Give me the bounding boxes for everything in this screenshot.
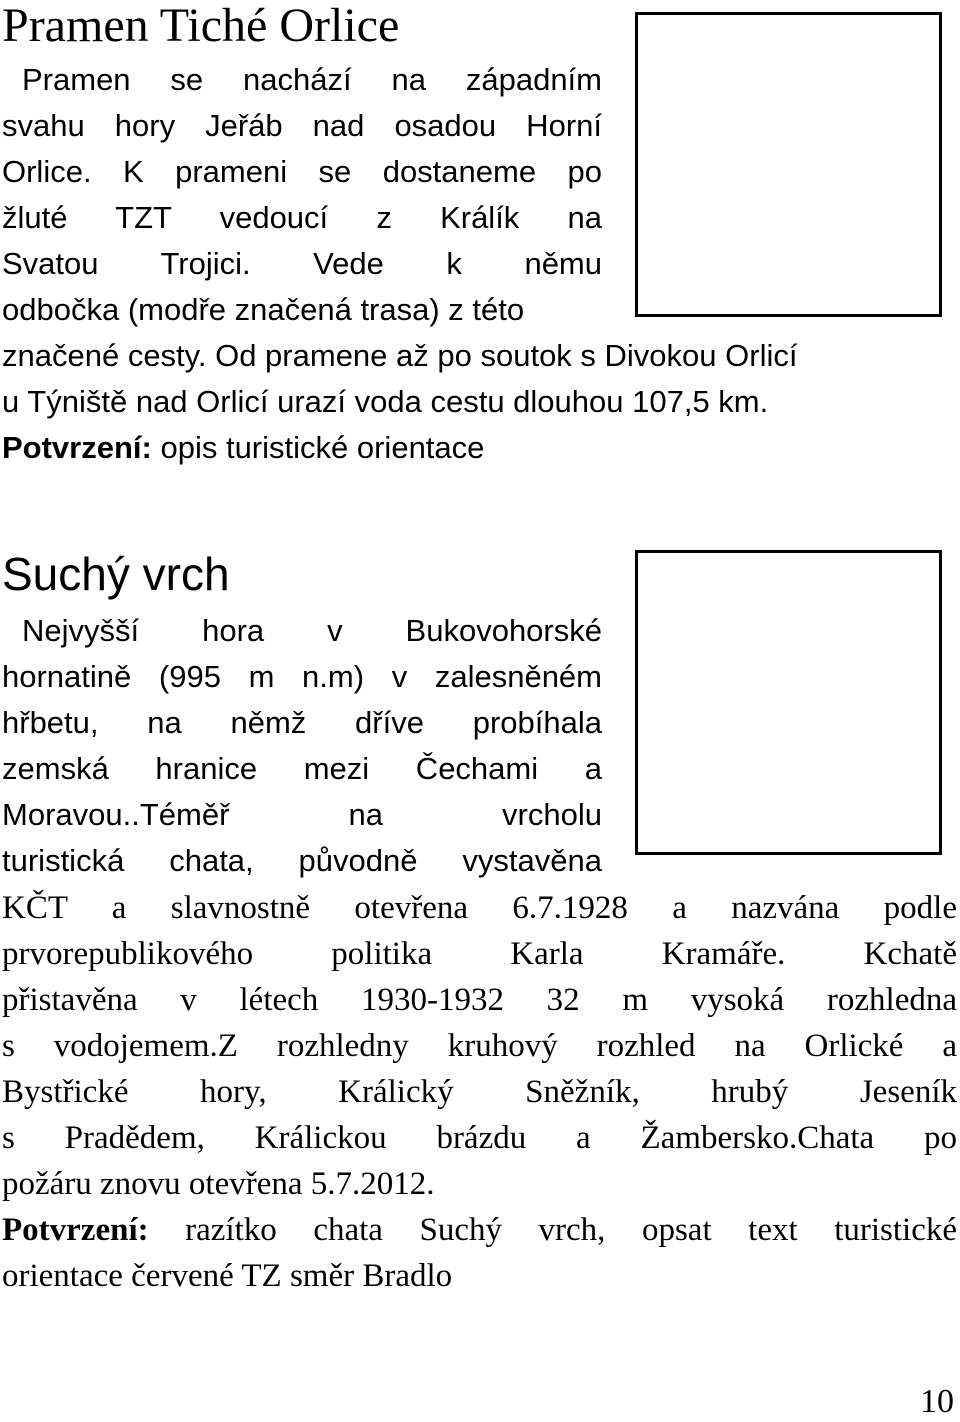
text-line: s vodojemem.Z rozhledny kruhový rozhled na Orlické a	[2, 1028, 957, 1064]
confirmation-label: Potvrzení:	[2, 430, 152, 465]
text-line: KČT a slavnostně otevřena 6.7.1928 a nazvána podle	[2, 890, 957, 926]
text-line: u Týniště nad Orlicí urazí voda cestu dlouhou 107,5 km.	[2, 384, 769, 419]
text-line: turistická chata, původně vystavěna	[2, 843, 602, 878]
text-line: Nejvyšší hora v Bukovohorské	[22, 613, 602, 648]
page-number: 10	[920, 1383, 954, 1420]
confirmation-text: opis turistické orientace	[151, 430, 485, 465]
text-line: značené cesty. Od pramene až po soutok s Divokou Orlicí	[2, 338, 798, 373]
section-title-suchy-vrch: Suchý vrch	[2, 548, 230, 600]
text-line: Orlice. K prameni se dostaneme po	[2, 154, 602, 189]
photo-placeholder-box	[635, 550, 942, 855]
text-line: odbočka (modře značená trasa) z této	[2, 292, 525, 327]
text-line: svahu hory Jeřáb nad osadou Horní	[2, 108, 602, 143]
confirmation-line	[2, 425, 957, 471]
text-line: orientace červené TZ směr Bradlo	[2, 1258, 453, 1294]
text-line: hřbetu, na němž dříve probíhala	[2, 705, 602, 740]
text-line: Pramen se nachází na západním	[22, 62, 602, 97]
text-line: zemská hranice mezi Čechami a	[2, 751, 602, 786]
photo-placeholder-box	[635, 12, 942, 317]
text-line: Bystřické hory, Králický Sněžník, hrubý Jeseník	[2, 1074, 957, 1110]
text-line: požáru znovu otevřena 5.7.2012.	[2, 1166, 435, 1202]
confirmation-label: Potvrzení:	[2, 1212, 149, 1248]
section-title-pramen: Pramen Tiché Orlice	[2, 0, 400, 52]
text-line: s Pradědem, Králickou brázdu a Žambersko.Chata po	[2, 1120, 957, 1156]
text-line: hornatině (995 m n.m) v zalesněném	[2, 659, 602, 694]
text-line: Moravou..Téměř na vrcholu	[2, 797, 602, 832]
text-line: žluté TZT vedoucí z Králík na	[2, 200, 602, 235]
confirmation-text: razítko chata Suchý vrch, opsat text turistické	[185, 1212, 957, 1248]
text-line: přistavěna v létech 1930-1932 32 m vysoká rozhledna	[2, 982, 957, 1018]
confirmation-line	[2, 1207, 957, 1253]
text-line: prvorepublikového politika Karla Kramáře. Kchatě	[2, 936, 957, 972]
text-line: Svatou Trojici. Vede k němu	[2, 246, 602, 281]
